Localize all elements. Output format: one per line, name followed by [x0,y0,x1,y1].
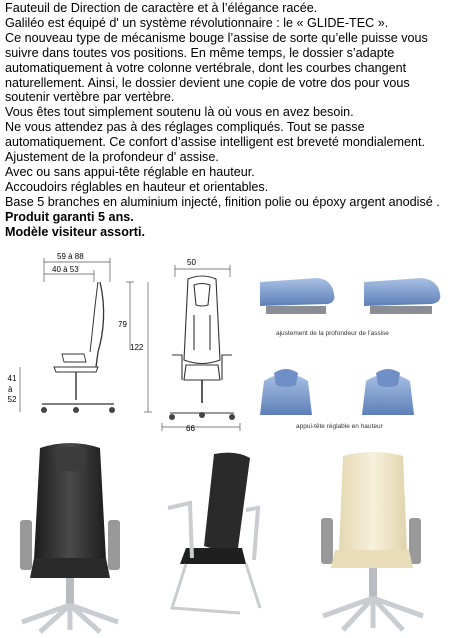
seat-depth-detail-images [256,272,446,334]
description-line: Ajustement de la profondeur d' assise. [5,150,219,165]
dim-depth-max: 59 à 88 [57,252,84,261]
description-line: Ne vous attendez pas à des réglages compliqués. Tout se passe automatiquement. Ce confort d’assise intelligent est breveté mondialement. [5,120,426,150]
description-line: Avec ou sans appui-tête réglable en hauteur. [5,164,255,179]
description-line: Base 5 branches en aluminium injecté, finition polie ou époxy argent anodisé . [5,194,440,209]
headrest-caption: appui-tête réglable en hauteur [296,423,383,430]
description-line: Ce nouveau type de mécanisme bouge l’assise de sorte qu’elle puisse vous suivre dans toutes vos positions. En même temps, le dossier s’adapte automatiquement à votre colonne vertébrale, dont les courbes changent naturellement. Ainsi, le dossier devient une copie de votre dos pour vous soutenir vertèbre par vertèbre. [5,30,428,105]
dim-back-height: 79 [118,320,127,329]
dim-width-base: 66 [186,424,195,433]
visitor-model-text: Modèle visiteur assorti. [5,224,145,239]
seat-depth-caption: ajustement de la profondeur de l'assise [276,330,389,337]
black-executive-chair-image [10,440,130,635]
dim-depth-seat: 40 à 53 [52,265,79,274]
description-line: Fauteuil de Direction de caractère et à l’élégance racée. [5,1,318,15]
description-line: Vous êtes tout simplement soutenu là où vous en avez besoin. [5,105,354,120]
front-view-drawing [150,255,250,440]
dim-seat-height-top: 41 [7,374,17,383]
dim-total-height: 122 [130,343,144,352]
side-view-drawing [2,252,152,422]
warranty-text: Produit garanti 5 ans. [5,209,134,224]
description-line: Accoudoirs réglables en hauteur et orientables. [5,179,269,194]
product-description [5,1,447,240]
visitor-chair-image [150,448,280,618]
dim-seat-height-sep: à [8,385,13,394]
headrest-detail-images [256,365,446,423]
description-line: Galiléo est équipé d' un système révolutionnaire : le « GLIDE-TEC ». [5,15,389,30]
dim-width-back: 50 [187,258,196,267]
cream-executive-chair-image [315,450,435,635]
dim-seat-height-bottom: 52 [7,395,17,404]
